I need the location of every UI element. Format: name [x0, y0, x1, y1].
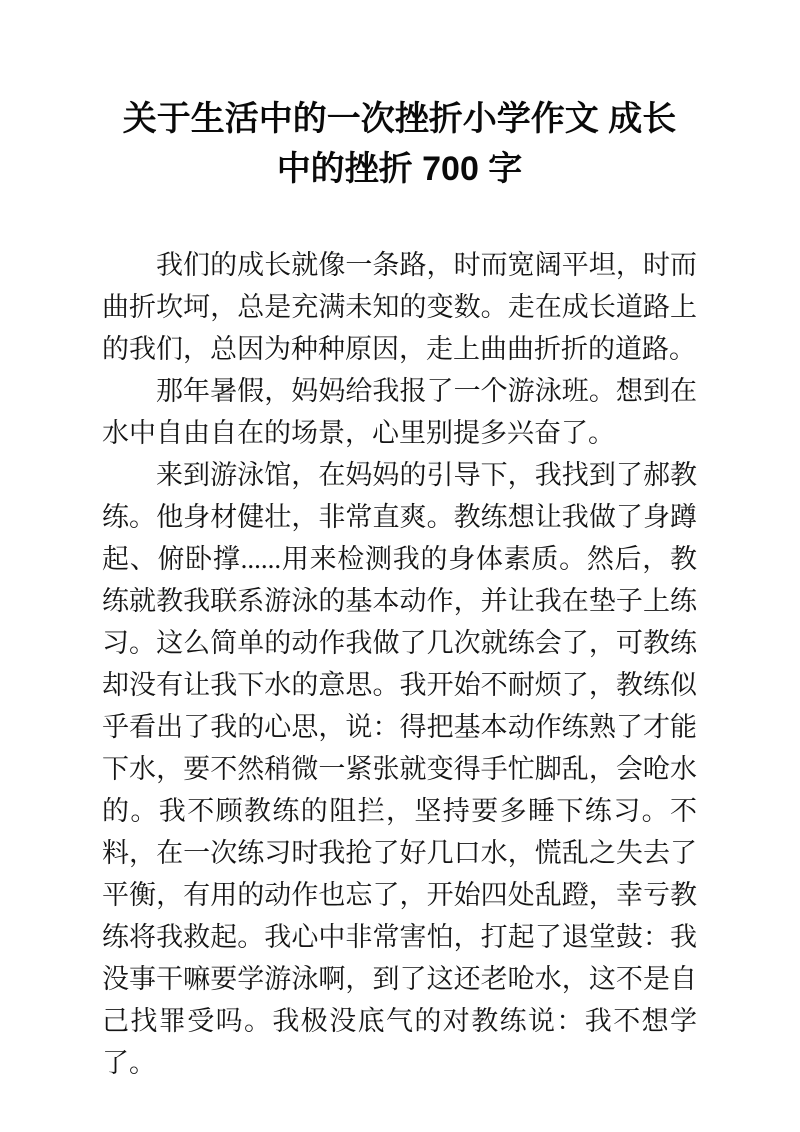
paragraph: 来到游泳馆，在妈妈的引导下，我找到了郝教练。他身材健壮，非常直爽。教练想让我做了身蹲起、俯卧撑......用来检测我的身体素质。然后，教练就教我联系游泳的基本动作，并让我在垫子上练习。这么简单的动作我做了几次就练会了，可教练却没有让我下水的意思。我开始不耐烦了，教练似乎看出了我的心思，说：得把基本动作练熟了才能下水，要不然稍微一紧张就变得手忙脚乱，会呛水的。我不顾教练的阻拦，坚持要多睡下练习。不料，在一次练习时我抢了好几口水，慌乱之失去了平衡，有用的动作也忘了，开始四处乱蹬，幸亏教练将我救起。我心中非常害怕，打起了退堂鼓：我没事干嘛要学游泳啊，到了这还老呛水，这不是自己找罪受吗。我极没底气的对教练说：我不想学了。	[102, 460, 697, 1078]
document-title: 关于生活中的一次挫折小学作文 成长中的挫折 700 字	[122, 100, 677, 188]
paragraph: 我们的成长就像一条路，时而宽阔平坦，时而曲折坎坷，总是充满未知的变数。走在成长道路上的我们，总因为种种原因，走上曲曲折折的道路。	[102, 250, 697, 364]
document-body	[102, 244, 697, 1084]
paragraph: 那年暑假，妈妈给我报了一个游泳班。想到在水中自由自在的场景，心里别提多兴奋了。	[102, 376, 697, 448]
